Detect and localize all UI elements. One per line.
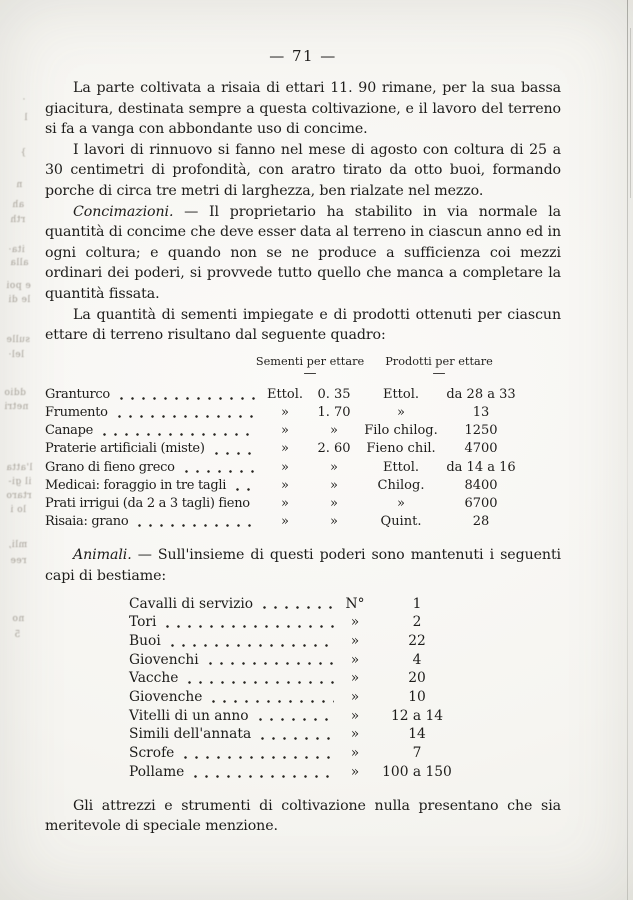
sementi-value: »: [330, 495, 338, 511]
showthrough-fragment: l: [24, 113, 28, 123]
animal-unit: »: [350, 670, 360, 687]
prodotti-unit: Chilog.: [377, 477, 425, 493]
showthrough-fragment: l'atta: [6, 463, 33, 473]
sementi-unit: »: [281, 514, 289, 530]
crop-label: Praterie artificiali (miste): [45, 441, 205, 457]
animal-count: 12 a 14: [390, 707, 444, 724]
crop-label: Prati irrigui (da 2 a 3 tagli) fieno: [45, 495, 250, 511]
animal-label-cell: [129, 613, 339, 632]
dot-leader: [114, 414, 256, 419]
crop-label: Canape: [45, 423, 94, 439]
animal-unit: »: [350, 651, 360, 668]
showthrough-fragment: rth: [10, 215, 26, 225]
sementi-unit: »: [281, 441, 289, 457]
showthrough-fragment: netri: [4, 402, 29, 412]
showthrough-fragment: e poi: [6, 281, 31, 291]
concimazioni-text: — Il proprietario ha stabilito in via normale la quantità di concime che deve esser data al terreno in ciascun anno ed in ogni coltura; e quando non se ne produce a sufficienza coi mezzi ordinari dei poderi, si provvede tutto quello che manca a completare la quantità fissata.: [45, 203, 561, 302]
crop-label-cell: [45, 422, 261, 440]
prodotti-unit: Ettol.: [382, 459, 420, 475]
prodotti-cell: [359, 386, 519, 404]
concimazioni-lead: Concimazioni.: [73, 203, 174, 220]
dot-leader: [181, 469, 256, 474]
table-row: [45, 459, 561, 477]
animal-count: 7: [412, 745, 422, 762]
header-dash: —: [432, 365, 446, 381]
paragraph-quadro-intro: La quantità di sementi impiegate e di prodotti ottenuti per ciascun ettare di terreno risultano dal seguente quadro:: [45, 306, 561, 344]
animal-count: 14: [408, 726, 426, 743]
animal-label: Giovenchi: [129, 651, 199, 668]
animal-unit: »: [350, 745, 360, 762]
animal-label-cell: [129, 688, 339, 707]
dot-leader: [211, 451, 256, 456]
animal-label-cell: [129, 707, 339, 726]
showthrough-fragment: ita·: [8, 245, 25, 255]
crop-label-cell: [45, 386, 261, 404]
animal-label: Tori: [129, 614, 157, 631]
animal-count: 10: [408, 689, 426, 706]
sementi-value: »: [330, 514, 338, 530]
prodotti-cell: [359, 459, 519, 477]
table-row: [45, 422, 561, 440]
animal-label: Vacche: [129, 670, 179, 687]
animal-label: Scrofe: [129, 745, 175, 762]
showthrough-fragment: ah: [12, 200, 25, 210]
animal-count: 20: [408, 670, 426, 687]
crop-label-cell: [45, 477, 261, 495]
sementi-value: 2. 60: [317, 441, 351, 457]
showthrough-fragment: n: [16, 180, 23, 190]
showthrough-fragment: le di: [8, 295, 31, 305]
crop-label-cell: [45, 459, 261, 477]
paragraph-lavori: I lavori di rinnuovo si fanno nel mese di agosto con coltura di 25 a 30 centimetri di profondità, con aratro tirato da otto buoi, formando porche di circa tre metri di larghezza, ben rialzate nel mezzo.: [45, 141, 561, 199]
prodotti-value: 6700: [464, 495, 498, 511]
animal-label-cell: [129, 651, 339, 670]
crops-table: [45, 352, 561, 532]
animali-lead: Animali.: [73, 547, 132, 564]
prodotti-value: 13: [472, 404, 490, 420]
list-item: [129, 707, 481, 726]
showthrough-fragment: il gi-: [8, 477, 32, 487]
animal-label-cell: [129, 669, 339, 688]
prodotti-unit: »: [397, 404, 405, 420]
animal-label: Cavalli di servizio: [129, 595, 254, 612]
dot-leader: [205, 661, 334, 666]
table-row: [45, 404, 561, 422]
list-item: [129, 725, 481, 744]
dot-leader: [116, 396, 256, 401]
page-number: — 71 —: [269, 47, 337, 65]
crop-label-cell: [45, 513, 261, 531]
crop-label: Frumento: [45, 404, 108, 420]
prodotti-cell: [359, 440, 519, 458]
crop-label: Medicai: foraggio in tre tagli: [45, 477, 227, 493]
column-header-prodotti-label: Prodotti per ettare: [385, 354, 493, 368]
prodotti-value: 28: [472, 514, 490, 530]
animal-unit: N°: [345, 595, 365, 612]
sementi-unit: »: [281, 423, 289, 439]
list-item: [129, 651, 481, 670]
animal-unit: »: [350, 726, 360, 743]
animal-count: 1: [412, 595, 422, 612]
animal-unit: »: [350, 707, 360, 724]
animali-text: — Sull'insieme di questi poderi sono mantenuti i seguenti capi di bestiame:: [45, 547, 561, 584]
dot-leader: [232, 487, 256, 492]
animal-unit: »: [350, 632, 360, 649]
prodotti-unit: Ettol.: [382, 386, 420, 402]
prodotti-unit: »: [397, 495, 405, 511]
list-item: [129, 688, 481, 707]
animal-count: 4: [412, 651, 422, 668]
prodotti-cell: [359, 513, 519, 531]
dot-leader: [180, 755, 334, 760]
showthrough-fragment: mli,: [8, 540, 28, 550]
list-item: [129, 669, 481, 688]
sementi-unit: »: [281, 477, 289, 493]
prodotti-value: 4700: [464, 441, 498, 457]
paragraph-animali: [45, 545, 561, 586]
animal-unit: »: [350, 763, 360, 780]
animal-label: Simili dell'annata: [129, 726, 252, 743]
table-row: [45, 440, 561, 458]
prodotti-value: 8400: [464, 477, 498, 493]
crop-label-cell: [45, 495, 261, 513]
sementi-unit: Ettol.: [266, 386, 304, 402]
sementi-unit: »: [281, 404, 289, 420]
sementi-unit: »: [281, 495, 289, 511]
crop-label: Grano di fieno greco: [45, 459, 175, 475]
table-row: [45, 495, 561, 513]
sementi-value: »: [330, 459, 338, 475]
sementi-value: »: [330, 477, 338, 493]
showthrough-fragment: lel·: [8, 350, 24, 360]
list-item: [129, 613, 481, 632]
page-edge-line: [627, 0, 628, 900]
sementi-value: 0. 35: [317, 386, 351, 402]
showthrough-fragment: sulle: [6, 335, 30, 345]
prodotti-cell: [359, 404, 519, 422]
dot-leader: [190, 774, 334, 779]
animal-unit: »: [350, 614, 360, 631]
paragraph-concimazioni: [45, 202, 561, 305]
animal-label-cell: [129, 744, 339, 763]
animal-label-cell: [129, 725, 339, 744]
animal-label-cell: [129, 763, 339, 782]
showthrough-fragment: }: [20, 148, 27, 158]
prodotti-unit: Filo chilog.: [364, 423, 438, 439]
showthrough-fragment: no: [12, 614, 25, 624]
animal-label-cell: [129, 632, 339, 651]
showthrough-fragment: ·: [22, 95, 26, 105]
table-row: [45, 386, 561, 404]
dot-leader: [167, 643, 334, 648]
animals-list: [129, 595, 481, 782]
paragraph-attrezzi: Gli attrezzi e strumenti di coltivazione nulla presentano che sia meritevole di speciale menzione.: [45, 797, 561, 835]
showthrough-fragment: 5: [14, 630, 21, 640]
animal-label: Giovenche: [129, 689, 203, 706]
animal-label: Vitelli di un anno: [129, 707, 249, 724]
table-row: [45, 477, 561, 495]
crop-label-cell: [45, 404, 261, 422]
prodotti-unit: Fieno chil.: [366, 441, 436, 457]
prodotti-cell: [359, 495, 519, 513]
showthrough-fragment: alla: [10, 258, 29, 268]
dot-leader: [255, 717, 334, 722]
list-item: [129, 744, 481, 763]
dot-leader: [162, 624, 334, 629]
page-content: [45, 0, 561, 837]
crop-label: Granturco: [45, 386, 110, 402]
sementi-value: »: [330, 423, 338, 439]
showthrough-fragment: ree: [10, 556, 27, 566]
column-header-prodotti: [355, 356, 523, 379]
prodotti-value: da 28 a 33: [446, 386, 516, 402]
prodotti-cell: [359, 422, 519, 440]
prodotti-unit: Quint.: [380, 514, 422, 530]
paragraph-risaia: La parte coltivata a risaia di ettari 11. 90 rimane, per la sua bassa giacitura, destinata sempre a questa coltivazione, e il lavoro del terreno si fa a vanga con abbondante uso di concime.: [45, 80, 561, 138]
showthrough-fragment: rtaro: [6, 491, 32, 501]
showthrough-fragment: ddio: [4, 388, 26, 398]
sementi-value: 1. 70: [317, 404, 351, 420]
dot-leader: [257, 736, 334, 741]
animal-label-cell: [129, 595, 339, 614]
animal-count: 100 a 150: [382, 763, 452, 780]
prodotti-value: da 14 a 16: [446, 459, 516, 475]
list-item: [129, 595, 481, 614]
sementi-unit: »: [281, 459, 289, 475]
prodotti-value: 1250: [464, 423, 498, 439]
showthrough-fragment: lo i: [10, 505, 27, 515]
animal-count: 22: [408, 632, 426, 649]
animal-label: Pollame: [129, 763, 185, 780]
crop-label-cell: [45, 440, 261, 458]
list-item: [129, 632, 481, 651]
dot-leader: [208, 699, 334, 704]
dot-leader: [259, 605, 334, 610]
crop-label: Risaia: grano: [45, 514, 129, 530]
list-item: [129, 763, 481, 782]
header-dash: —: [303, 365, 317, 381]
prodotti-cell: [359, 477, 519, 495]
table-row: [45, 513, 561, 531]
dot-leader: [99, 432, 256, 437]
dot-leader: [184, 680, 334, 685]
dot-leader: [134, 523, 256, 528]
animal-count: 2: [412, 614, 422, 631]
animal-label: Buoi: [129, 632, 161, 649]
crops-table-headers: [45, 352, 561, 386]
animal-unit: »: [350, 689, 360, 706]
crops-table-body: [45, 386, 561, 532]
column-header-sementi-label: Sementi per ettare: [255, 354, 365, 368]
page-edge-mark: [630, 28, 631, 198]
